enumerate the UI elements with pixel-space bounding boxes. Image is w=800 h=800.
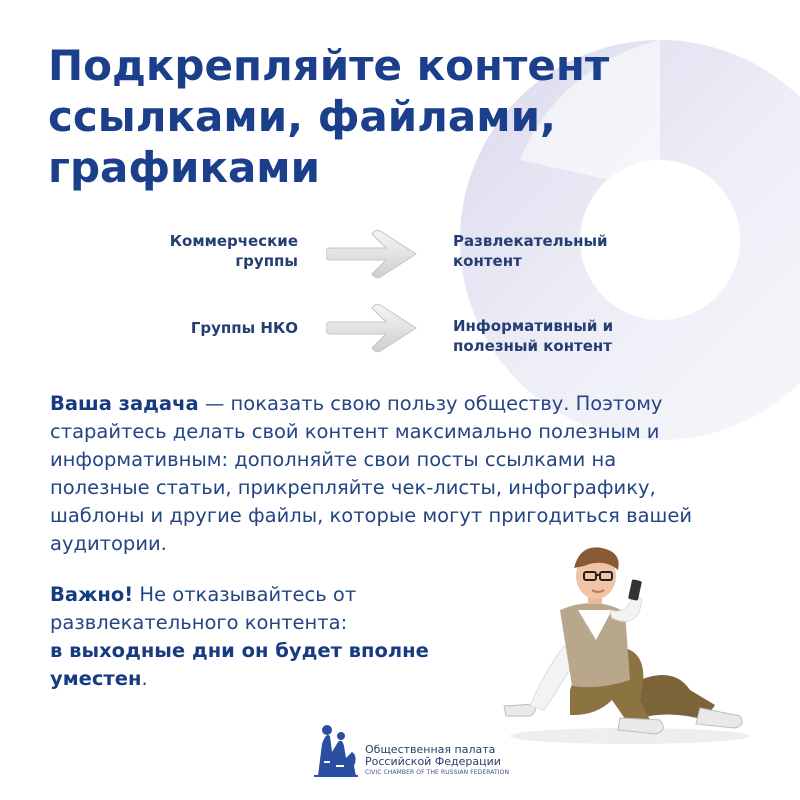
title-line: Подкрепляйте контент	[48, 41, 610, 90]
org-name-line: Российской Федерации	[365, 755, 501, 768]
arrow-right-icon	[326, 300, 422, 356]
org-name-english: CIVIC CHAMBER OF THE RUSSIAN FEDERATION	[365, 769, 510, 776]
org-name-line: Общественная палата	[365, 743, 496, 756]
mapping-from-label: Коммерческие группы	[169, 232, 298, 270]
mapping-row-nko	[0, 296, 800, 376]
task-paragraph: Ваша задача — показать свою пользу обществу. Поэтому старайтесь делать свой контент максимально полезным и информативным: дополняйте свои посты ссылками на полезные статьи, прикрепляйте чек-листы, инфографику, шаблоны и другие файлы, которые могут пригодиться вашей аудитории.	[50, 392, 693, 555]
mapping-row-commercial	[0, 226, 800, 306]
important-paragraph: Важно! Не отказывайтесь от развлекательного контента: в выходные дни он будет вполне уместен.	[50, 583, 429, 690]
mapping-from-label: Группы НКО	[190, 319, 298, 337]
mapping-to-label: Развлекательный контент	[453, 232, 608, 270]
page-title	[48, 40, 668, 193]
man-with-phone-illustration	[500, 540, 760, 750]
title-line: графиками	[48, 143, 321, 192]
title-line: ссылками, файлами,	[48, 92, 556, 141]
mapping-to-label: Информативный и полезный контент	[453, 317, 614, 355]
civic-chamber-emblem	[312, 722, 360, 778]
important-bold-lead: Важно!	[50, 583, 134, 606]
arrow-right-icon	[326, 226, 422, 282]
task-bold-lead: Ваша задача	[50, 392, 199, 415]
civic-chamber-logo	[312, 722, 512, 782]
